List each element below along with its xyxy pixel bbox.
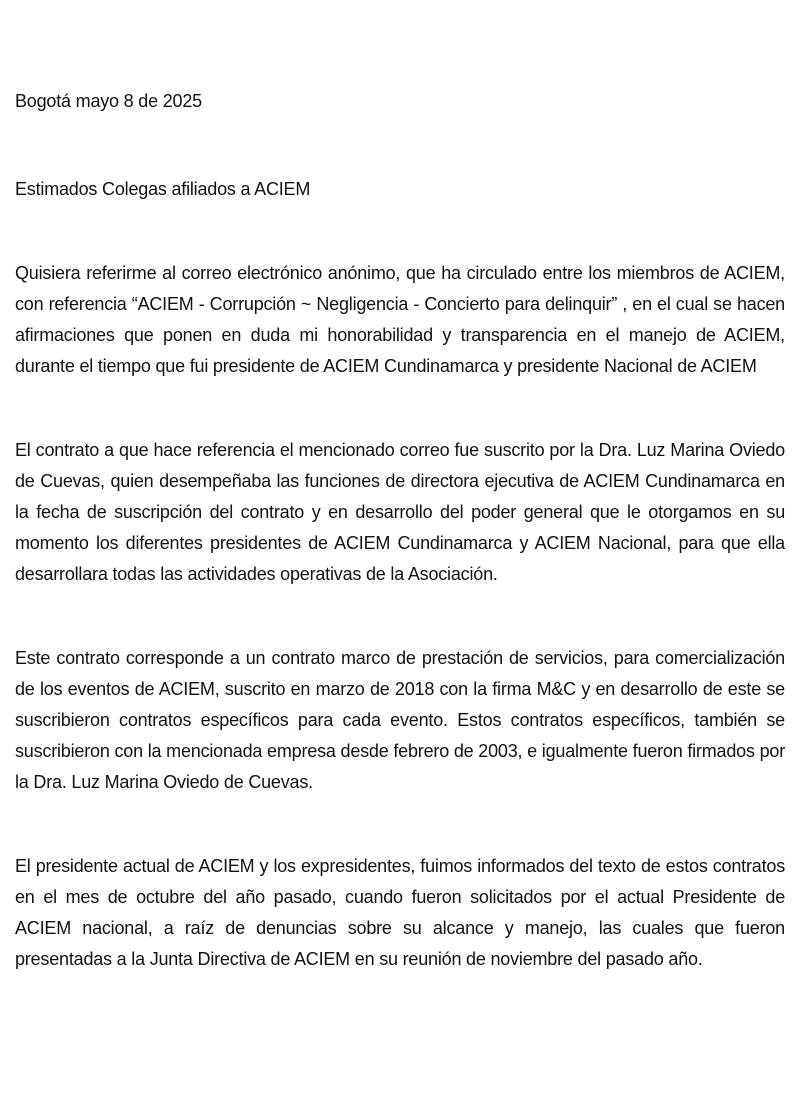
letter-paragraph-3: Este contrato corresponde a un contrato marco de prestación de servicios, para comercialización de los eventos de ACIEM, suscrito en marzo de 2018 con la firma M&C y en desarrollo de este se suscribieron contratos específicos para cada evento. Estos contratos específicos, también se suscribieron con la mencionada empresa desde febrero de 2003, e igualmente fueron firmados por la Dra. Luz Marina Oviedo de Cuevas. <box>15 648 785 792</box>
letter-paragraph-2: El contrato a que hace referencia el mencionado correo fue suscrito por la Dra. Luz Marina Oviedo de Cuevas, quien desempeñaba las funciones de directora ejecutiva de ACIEM Cundinamarca en la fecha de suscripción del contrato y en desarrollo del poder general que le otorgamos en su momento los diferentes presidentes de ACIEM Cundinamarca y ACIEM Nacional, para que ella desarrollara todas las actividades operativas de la Asociación. <box>15 440 785 584</box>
letter-date: Bogotá mayo 8 de 2025 <box>15 91 202 111</box>
letter-paragraph-1: Quisiera referirme al correo electrónico anónimo, que ha circulado entre los miembros de ACIEM, con referencia “ACIEM - Corrupción ~ Negligencia - Concierto para delinquir” , en el cual se hacen afirmaciones que ponen en duda mi honorabilidad y transparencia en el manejo de ACIEM, durante el tiempo que fui presidente de ACIEM Cundinamarca y presidente Nacional de ACIEM <box>15 263 785 376</box>
letter-paragraph-4: El presidente actual de ACIEM y los expresidentes, fuimos informados del texto de estos contratos en el mes de octubre del año pasado, cuando fueron solicitados por el actual Presidente de ACIEM nacional, a raíz de denuncias sobre su alcance y manejo, las cuales que fueron presentadas a la Junta Directiva de ACIEM en su reunión de noviembre del pasado año. <box>15 856 785 969</box>
letter-salutation: Estimados Colegas afiliados a ACIEM <box>15 179 311 199</box>
